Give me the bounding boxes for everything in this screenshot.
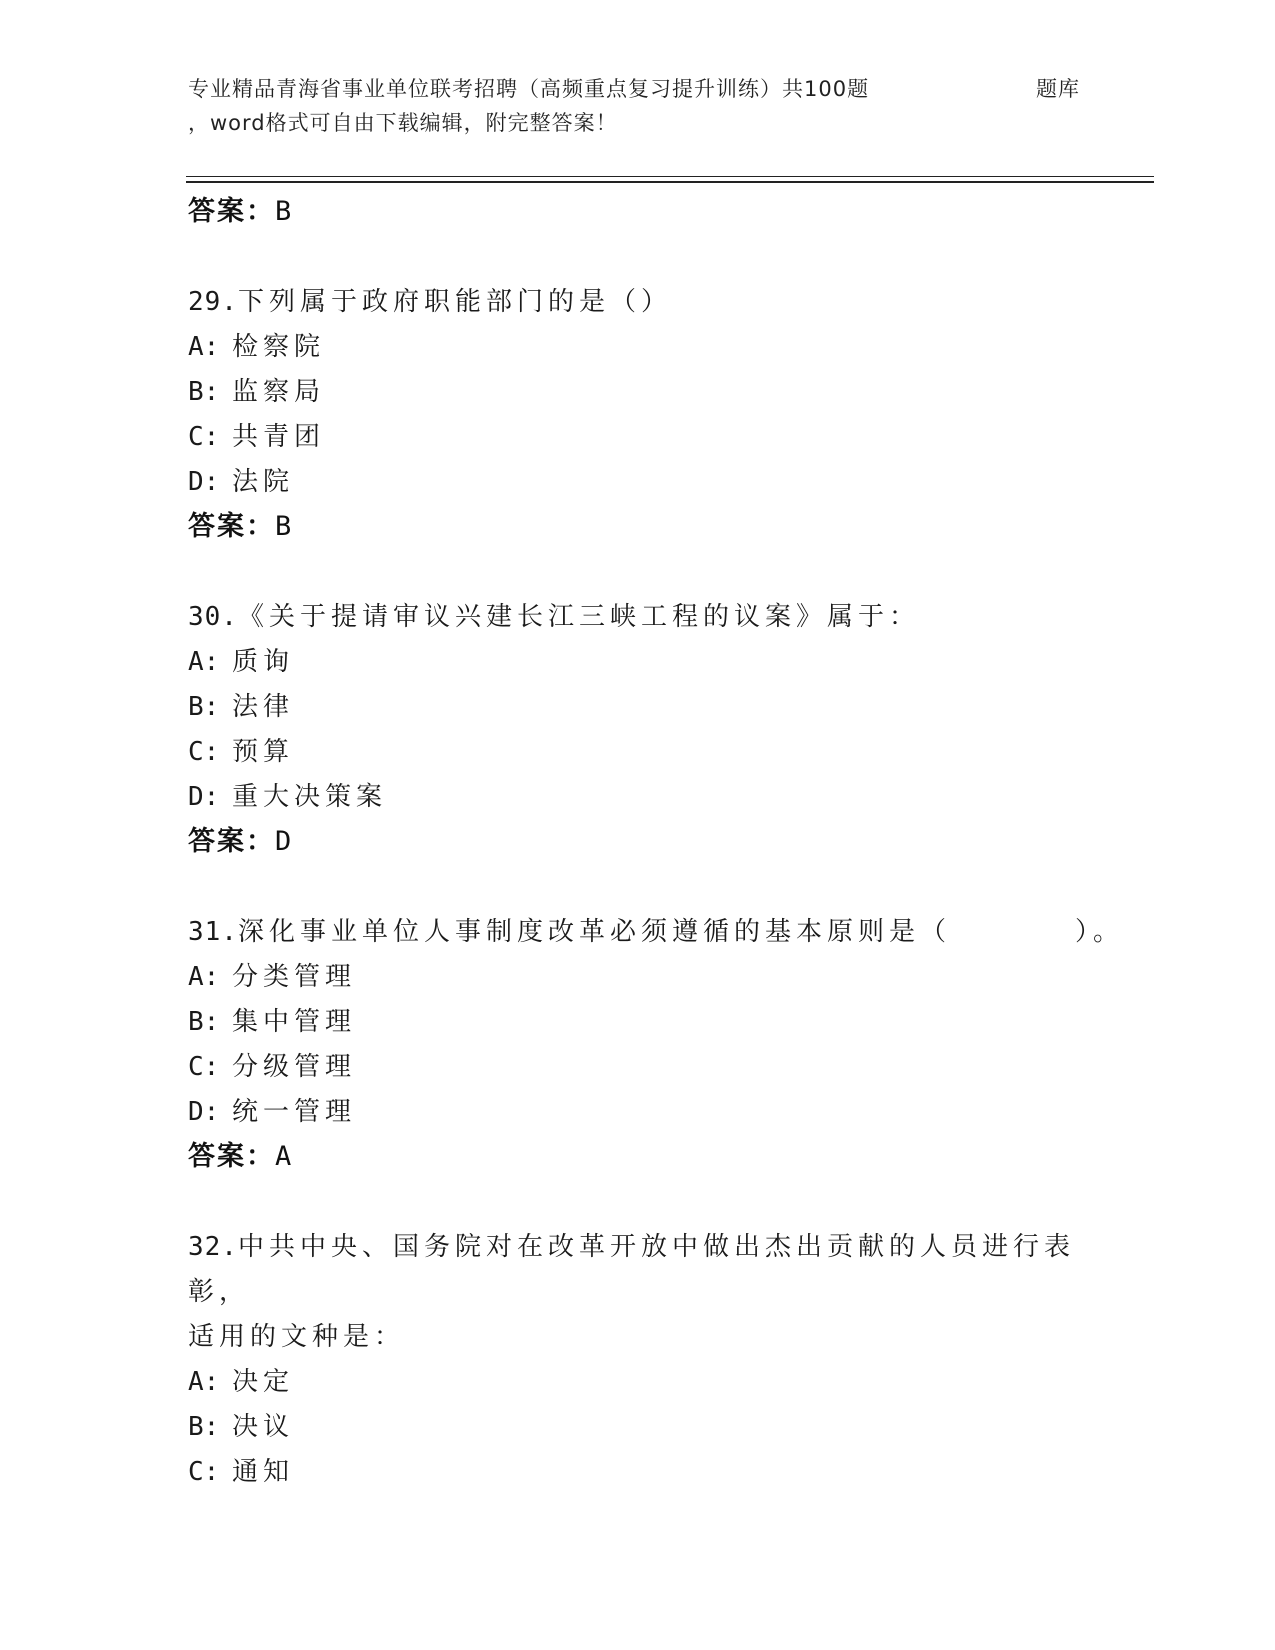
header-title: 专业精品青海省事业单位联考招聘（高频重点复习提升训练）共100题 <box>188 77 870 101</box>
spacer <box>188 864 1128 910</box>
option-key: B: <box>188 377 220 407</box>
answer-line <box>188 505 1128 549</box>
option-text: 预算 <box>232 737 295 767</box>
option-text: 决定 <box>232 1367 295 1397</box>
option-key: D: <box>188 1097 220 1127</box>
question-text: 29.下列属于政府职能部门的是（） <box>188 287 672 317</box>
answer-line <box>188 190 1128 234</box>
option-text: 法院 <box>232 467 295 497</box>
option-b <box>188 1405 1128 1450</box>
option-text: 质询 <box>232 647 295 677</box>
option-text: 分类管理 <box>232 962 357 992</box>
option-b <box>188 1000 1128 1045</box>
answer-line <box>188 1135 1128 1179</box>
option-b <box>188 685 1128 730</box>
question-text-continued: 适用的文种是： <box>188 1322 406 1352</box>
option-d <box>188 775 1128 820</box>
question-number: 32. <box>188 1232 238 1262</box>
option-c <box>188 1450 1128 1495</box>
option-key: C: <box>188 422 220 452</box>
option-d <box>188 460 1128 505</box>
option-key: A: <box>188 332 220 362</box>
option-text: 集中管理 <box>232 1007 357 1037</box>
option-c <box>188 415 1128 460</box>
option-b <box>188 370 1128 415</box>
question-block <box>188 910 1128 1179</box>
question-block <box>188 595 1128 864</box>
answer-label: 答案： <box>188 826 275 857</box>
option-key: B: <box>188 1412 220 1442</box>
option-text: 共青团 <box>232 422 326 452</box>
option-c <box>188 730 1128 775</box>
question-text: 31.深化事业单位人事制度改革必须遵循的基本原则是（ ）。 <box>188 917 1124 947</box>
option-key: C: <box>188 1052 220 1082</box>
option-d <box>188 1090 1128 1135</box>
answer-value: B <box>275 511 294 542</box>
option-key: B: <box>188 692 220 722</box>
answer-value: D <box>275 826 294 857</box>
option-text: 法律 <box>232 692 295 722</box>
option-text: 通知 <box>232 1457 295 1487</box>
option-text: 统一管理 <box>232 1097 357 1127</box>
option-key: D: <box>188 782 220 812</box>
header-rule-thin <box>186 176 1154 177</box>
question-block <box>188 280 1128 549</box>
answer-value: B <box>275 196 294 227</box>
header-line-2: ，word格式可自由下载编辑，附完整答案！ <box>188 111 618 135</box>
question-block <box>188 1225 1128 1495</box>
option-a <box>188 955 1128 1000</box>
question-text: 30.《关于提请审议兴建长江三峡工程的议案》属于： <box>188 602 920 632</box>
option-text: 决议 <box>232 1412 295 1442</box>
option-c <box>188 1045 1128 1090</box>
option-key: C: <box>188 737 220 767</box>
question-number: 30. <box>188 602 238 632</box>
answer-label: 答案： <box>188 511 275 542</box>
question-text: 32.中共中央、国务院对在改革开放中做出杰出贡献的人员进行表彰， <box>188 1232 1075 1307</box>
option-a <box>188 640 1128 685</box>
option-a <box>188 325 1128 370</box>
spacer <box>188 1179 1128 1225</box>
header-line-1 <box>188 72 1088 106</box>
option-text: 检察院 <box>232 332 326 362</box>
option-key: A: <box>188 647 220 677</box>
answer-line <box>188 820 1128 864</box>
page-header <box>188 72 1088 140</box>
question-number: 29. <box>188 287 238 317</box>
spacer <box>188 234 1128 280</box>
option-text: 重大决策案 <box>232 782 388 812</box>
spacer <box>188 549 1128 595</box>
answer-label: 答案： <box>188 1141 275 1172</box>
option-key: B: <box>188 1007 220 1037</box>
option-key: A: <box>188 962 220 992</box>
question-number: 31. <box>188 917 238 947</box>
option-a <box>188 1360 1128 1405</box>
option-key: A: <box>188 1367 220 1397</box>
option-key: D: <box>188 467 220 497</box>
option-text: 分级管理 <box>232 1052 357 1082</box>
option-text: 监察局 <box>232 377 326 407</box>
answer-value: A <box>275 1141 294 1172</box>
option-key: C: <box>188 1457 220 1487</box>
header-rule-thick <box>186 181 1154 183</box>
header-label: 题库 <box>1036 77 1080 101</box>
answer-label: 答案： <box>188 196 275 227</box>
question-list <box>188 190 1128 1495</box>
